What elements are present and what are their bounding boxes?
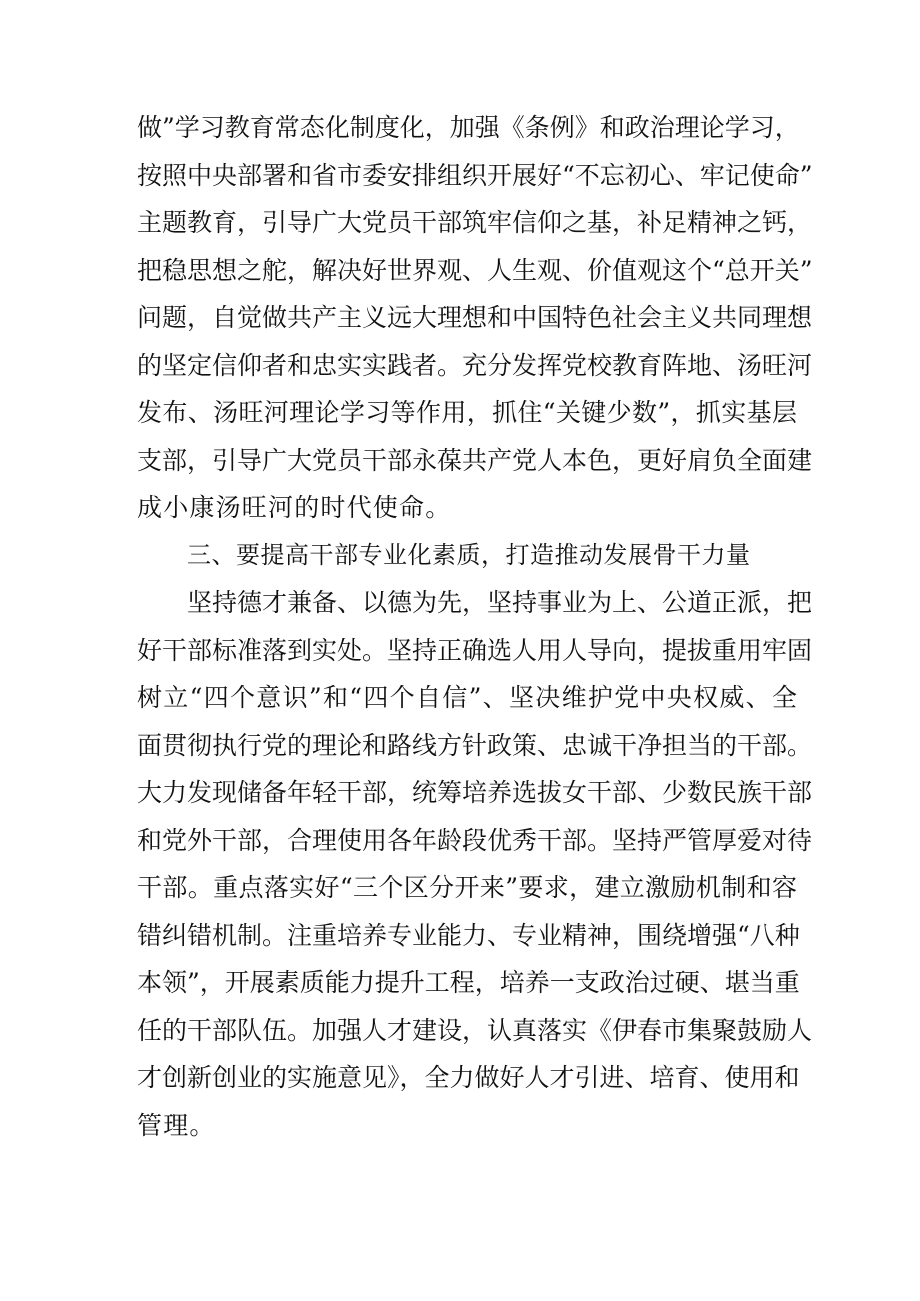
- text-line: 任的干部队伍。加强人才建设，认真落实《伊春市集聚鼓励人: [137, 1015, 813, 1045]
- text-line: 管理。: [137, 1110, 216, 1140]
- text-line: 按照中央部署和省市委安排组织开展好“不忘初心、牢记使命”: [137, 160, 813, 190]
- text-line: 发布、汤旺河理论学习等作用，抓住“关键少数”，抓实基层: [137, 398, 797, 427]
- text-line: 成小康汤旺河的时代使命。: [137, 493, 452, 522]
- text-line: 树立“四个意识”和“四个自信”、坚决维护党中央权威、全: [137, 683, 797, 712]
- text-line: 做”学习教育常态化制度化，加强《条例》和政治理论学习，: [137, 113, 800, 142]
- document-body: [137, 104, 813, 1149]
- text-line: 和党外干部，合理使用各年龄段优秀干部。坚持严管厚爱对待: [137, 825, 813, 855]
- paragraph-continued: [137, 104, 813, 532]
- paragraph-section-3: [137, 579, 813, 1149]
- text-line: 干部。重点落实好“三个区分开来”要求，建立激励机制和容: [137, 873, 797, 902]
- text-line: 本领”，开展素质能力提升工程，培养一支政治过硬、堪当重: [137, 968, 800, 997]
- text-line: 面贯彻执行党的理论和路线方针政策、忠诚干净担当的干部。: [137, 730, 813, 760]
- text-line: 好干部标准落到实处。坚持正确选人用人导向，提拔重用牢固: [137, 635, 813, 665]
- text-line: 主题教育，引导广大党员干部筑牢信仰之基，补足精神之钙，: [137, 208, 813, 237]
- text-line: 才创新创业的实施意见》，全力做好人才引进、培育、使用和: [137, 1063, 800, 1092]
- text-line: 支部，引导广大党员干部永葆共产党人本色，更好肩负全面建: [137, 445, 813, 475]
- section-heading: 三、要提高干部专业化素质，打造推动发展骨干力量: [187, 540, 751, 569]
- text-line: 错纠错机制。注重培养专业能力、专业精神，围绕增强“八种: [137, 920, 800, 950]
- text-line: 坚持德才兼备、以德为先，坚持事业为上、公道正派，把: [187, 588, 813, 617]
- text-line: 问题，自觉做共产主义远大理想和中国特色社会主义共同理想: [137, 303, 813, 332]
- text-line: 的坚定信仰者和忠实实践者。充分发挥党校教育阵地、汤旺河: [137, 350, 813, 380]
- text-line: 把稳思想之舵，解决好世界观、人生观、价值观这个“总开关”: [137, 255, 813, 285]
- text-line: 大力发现储备年轻干部，统筹培养选拔女干部、少数民族干部: [137, 778, 813, 807]
